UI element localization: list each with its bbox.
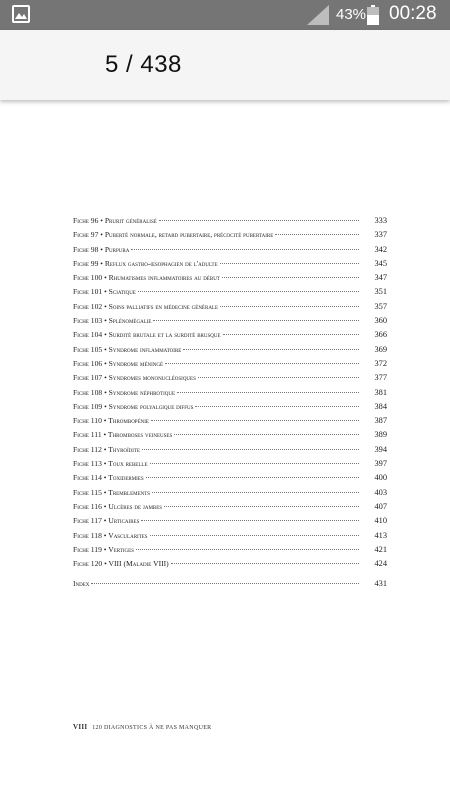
toc-row[interactable]	[73, 471, 387, 485]
toc-entry-page: 333	[374, 216, 387, 225]
dot-leader	[183, 349, 359, 350]
toc-row[interactable]	[73, 285, 387, 299]
toc-entry-page: 384	[374, 401, 387, 411]
toc-entry-page: 387	[374, 416, 387, 426]
toc-entry-label: Fiche 108 • Syndrome néphrotique	[73, 387, 176, 397]
toc-row[interactable]	[73, 400, 387, 414]
dot-leader	[131, 249, 359, 250]
toc-entry-label: Fiche 103 • Splénomégalie	[73, 316, 152, 326]
toc-entry-label: Fiche 107 • Syndromes mononucléosiques	[73, 373, 196, 383]
dot-leader	[142, 449, 359, 450]
toc-entry-page: 377	[374, 373, 387, 383]
toc-entry-label: Fiche 99 • Reflux gastro-œsophagien de l'adulte	[73, 258, 218, 268]
toc-row[interactable]	[73, 314, 387, 328]
toc-entry-page: 421	[374, 544, 387, 554]
toc-row[interactable]	[73, 357, 387, 371]
toc-entry-page: 389	[374, 430, 387, 440]
toc-index-row[interactable]	[73, 577, 387, 591]
toc-row[interactable]	[73, 414, 387, 428]
toc-entry-label: Fiche 119 • Vertiges	[73, 544, 134, 554]
toc-entry-page: 394	[374, 444, 387, 454]
toc-entry-page: 413	[374, 530, 387, 540]
dot-leader	[136, 549, 359, 550]
toc-entry-label: Fiche 101 • Sciatique	[73, 287, 136, 297]
dot-leader	[198, 377, 359, 378]
status-bar	[0, 0, 450, 30]
toc-entry-label: Fiche 111 • Thromboses veineuses	[73, 430, 173, 440]
toc-entry-label: Fiche 104 • Surdité brutale et la surdité brusque	[73, 330, 221, 340]
toc-row[interactable]	[73, 228, 387, 242]
toc-row[interactable]	[73, 486, 387, 500]
dot-leader	[151, 420, 359, 421]
toc-entry-label: Fiche 118 • Vascularites	[73, 530, 148, 540]
dot-leader	[165, 363, 359, 364]
toc-entry-label: Fiche 113 • Toux rebelle	[73, 459, 148, 469]
dot-leader	[195, 406, 359, 407]
toc-entry-label: Fiche 116 • Ulcères de jambes	[73, 501, 163, 511]
toc-entry-page: 407	[374, 501, 387, 511]
page-footer	[73, 723, 211, 731]
toc-entry-page: 357	[374, 301, 387, 311]
dot-leader	[138, 291, 359, 292]
toc-row[interactable]	[73, 214, 387, 228]
dot-leader	[222, 277, 359, 278]
toc-entry-page: 397	[374, 459, 387, 469]
dot-leader	[91, 583, 359, 584]
footer-title: 120 DIAGNOSTICS À NE PAS MANQUER	[92, 725, 212, 731]
table-of-contents	[73, 214, 387, 592]
signal-icon	[307, 5, 329, 25]
toc-row[interactable]	[73, 386, 387, 400]
dot-leader	[164, 506, 359, 507]
toc-row[interactable]	[73, 557, 387, 571]
viewer-toolbar	[0, 30, 450, 100]
toc-entry-page: 403	[374, 487, 387, 497]
dot-leader	[177, 392, 359, 393]
toc-entry-page: 337	[374, 230, 387, 240]
toc-entry-label: Fiche 120 • VIII (Maladie VIII)	[73, 559, 169, 569]
toc-entry-page: 372	[374, 358, 387, 368]
toc-entry-page: 424	[374, 559, 387, 569]
clock: 00:28	[389, 3, 437, 24]
toc-entry-page: 400	[374, 473, 387, 483]
toc-row[interactable]	[73, 457, 387, 471]
toc-entry-page: 345	[374, 258, 387, 268]
toc-entry-label: Fiche 106 • Syndrome méningé	[73, 358, 164, 368]
toc-row[interactable]	[73, 500, 387, 514]
toc-entry-page: 360	[374, 316, 387, 326]
battery-percent: 43%	[336, 6, 367, 23]
dot-leader	[150, 535, 359, 536]
toc-entry-label: Fiche 105 • Syndrome inflammatoire	[73, 344, 182, 354]
dot-leader	[141, 520, 359, 521]
toc-row[interactable]	[73, 529, 387, 543]
toc-entry-label: Fiche 112 • Thyroïdite	[73, 444, 141, 454]
dot-leader	[275, 234, 359, 235]
page-counter: 5 / 438	[105, 51, 182, 78]
toc-entry-page: 410	[374, 516, 387, 526]
toc-entry-label: Fiche 97 • Puberté normale, retard pubertaire, précocité pubertaire	[73, 230, 274, 240]
toc-entry-label: Fiche 102 • Soins palliatifs en médecine générale	[73, 301, 219, 311]
dot-leader	[174, 434, 359, 435]
toc-entry-label: Index	[73, 579, 90, 589]
toc-entry-label: Fiche 117 • Urticaires	[73, 516, 140, 526]
toc-row[interactable]	[73, 328, 387, 342]
toc-entry-label: Fiche 98 • Purpura	[73, 244, 130, 254]
dot-leader	[150, 463, 359, 464]
toc-entry-page: 431	[374, 579, 387, 589]
dot-leader	[171, 563, 359, 564]
dot-leader	[220, 306, 359, 307]
toc-entry-page: 369	[374, 344, 387, 354]
toc-row[interactable]	[73, 271, 387, 285]
dot-leader	[159, 220, 359, 221]
toc-row[interactable]	[73, 300, 387, 314]
toc-row[interactable]	[73, 443, 387, 457]
toc-entry-label: Fiche 109 • Syndrome polyalgique diffus	[73, 401, 194, 411]
dot-leader	[146, 477, 359, 478]
toc-row[interactable]	[73, 514, 387, 528]
toc-entry-label: Fiche 115 • Tremblements	[73, 487, 151, 497]
dot-leader	[152, 492, 359, 493]
toc-row[interactable]	[73, 343, 387, 357]
battery-icon	[367, 5, 379, 25]
toc-entry-label: Fiche 96 • Prurit généralisé	[73, 216, 157, 225]
document-page[interactable]	[0, 100, 450, 800]
toc-entry-label: Fiche 110 • Thrombopénie	[73, 416, 149, 426]
gallery-icon	[12, 5, 30, 23]
toc-row[interactable]	[73, 428, 387, 442]
toc-row[interactable]	[73, 543, 387, 557]
footer-page-number: VIII	[73, 723, 88, 731]
toc-row[interactable]	[73, 257, 387, 271]
toc-row[interactable]	[73, 371, 387, 385]
dot-leader	[153, 320, 359, 321]
dot-leader	[223, 334, 359, 335]
toc-entry-page: 342	[374, 244, 387, 254]
toc-row[interactable]	[73, 243, 387, 257]
toc-entry-page: 366	[374, 330, 387, 340]
toc-entry-page: 351	[374, 287, 387, 297]
toc-entry-page: 347	[374, 273, 387, 283]
toc-entry-label: Fiche 100 • Rhumatismes inflammatoires au début	[73, 273, 220, 283]
dot-leader	[220, 263, 359, 264]
toc-entry-label: Fiche 114 • Toxidermies	[73, 473, 144, 483]
toc-entry-page: 381	[374, 387, 387, 397]
